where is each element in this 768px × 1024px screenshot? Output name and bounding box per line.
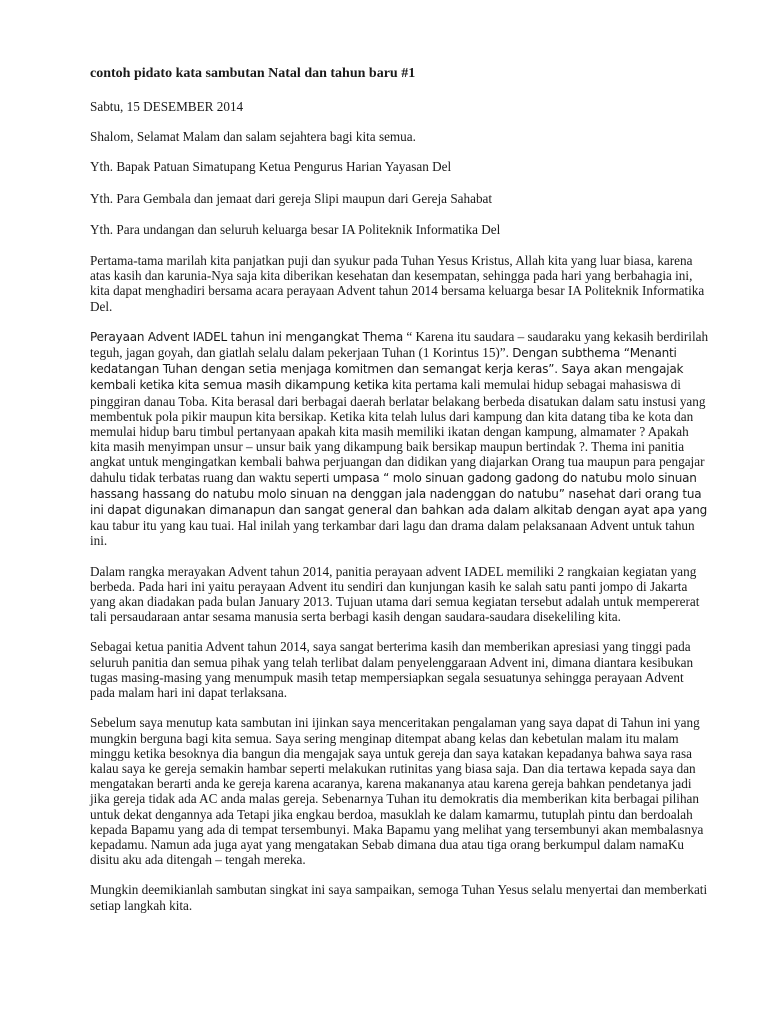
subtheme-text: Dengan subthema “Menanti kedatangan Tuhan dengan setia menjaga komitmen dan semangat kerja keras”. Saya akan mengajak kembali ketika kita semua masih dikampung ketika	[90, 346, 684, 393]
greeting: Shalom, Selamat Malam dan salam sejahtera bagi kita semua.	[90, 129, 416, 145]
paragraph-appreciation: Sebagai ketua panitia Advent tahun 2014, saya sangat berterima kasih dan memberikan apresiasi yang tinggi pada seluruh panitia dan semua pihak yang telah terlibat dalam penyelenggaraan Advent ini, dimana diantara kesibukan tugas masing-masing yang menumpuk masih tetap mempersiapkan segala sesuatunya sehingga perayaan Advent pada malam hari ini dapat terlaksana.	[90, 639, 694, 701]
paragraph-closing: Mungkin deemikianlah sambutan singkat ini saya sampaikan, semoga Tuhan Yesus selalu menyertai dan memberkati setiap langkah kita.	[90, 882, 708, 913]
theme-reflection: kita pertama kali memulai hidup sebagai mahasiswa di pinggiran danau Toba. Kita berasal dari berbagai daerah berlatar belakang berbeda disatukan dalam satu instusi yang membentuk pola pikir maupun kita bersikap. Ketika kita telah lulus dari kampung dan kita datang tiba ke kota dan memulai hidup baru timbul pertanyaan apakah kita masih memiliki ikatan dengan kampung, almamater ? Apakah kita masih menyimpan unsur – unsur baik yang dikampung baik bersikap maupun bertindak ?. Thema ini panitia angkat untuk mengingatkan kembali bahwa perjuangan dan didikan yang diajarkan Orang tua maupun para pengajar dahulu tidak terbatas ruang dan waktu seperti	[90, 377, 706, 485]
addressee-1: Yth. Bapak Patuan Simatupang Ketua Pengurus Harian Yayasan Del	[90, 159, 452, 175]
paragraph-theme	[90, 329, 710, 549]
paragraph-opening: Pertama-tama marilah kita panjatkan puji dan syukur pada Tuhan Yesus Kristus, Allah kita yang luar biasa, karena atas kasih dan karunia-Nya saja kita diberikan kesehatan dan kesempatan, sehingga pada hari yang berbahagia ini, kita dapat menghadiri bersama acara perayaan Advent tahun 2014 bersama keluarga besar IA Politeknik Informatika Del.	[90, 253, 705, 314]
umpasa-text: umpasa “ molo sinuan gadong gadong do natubu molo sinuan hassang hassang do natubu molo sinuan na denggan jala nadenggan do natubu” nasehat dari orang tua ini dapat digunakan dimanapun dan sangat general dan bahkan ada dalam alkitab dengan ayat apa yang	[90, 470, 708, 518]
document-date: Sabtu, 15 DESEMBER 2014	[90, 99, 244, 114]
addressee-2: Yth. Para Gembala dan jemaat dari gereja Slipi maupun dari Gereja Sahabat	[90, 190, 493, 206]
paragraph-story: Sebelum saya menutup kata sambutan ini ijinkan saya menceritakan pengalaman yang saya dapat di Tahun ini yang mungkin berguna bagi kita semua. Saya sering menginap ditempat abang kelas dan kebetulan malam itu malam minggu ketika besoknya dia bangun dia mengajak saya untuk gereja dan saya katakan kepadanya bahwa saya rasa kalau saya ke gereja semakin hambar seperti melakukan rutinitas yang biasa saja. Dan dia tertawa kepada saya dan mengatakan berarti anda ke gereja karena acaranya, karena makananya atau karena gereja bahkan pendetanya jadi jika gereja tidak ada AC anda malas gereja. Sebenarnya Tuhan itu demokratis dia memberikan kita berbagai pilihan untuk dekat dengannya ada Tetapi jika engkau berdoa, masuklah ke dalam kamarmu, tutuplah pintu dan berdoalah kepada Bapamu yang ada di tempat tersembunyi. Maka Bapamu yang melihat yang tersembunyi akan membalasnya kepadamu. Namun ada juga ayat yang mengatakan Sebab dimana dua atau tiga orang berkumpul dalam namaKu disitu aku ada ditengah – tengah mereka.	[90, 715, 704, 868]
theme-closing: kau tabur itu yang kau tuai. Hal inilah yang terkambar dari lagu dan drama dalam pelaksanaan Advent untuk tahun ini.	[90, 518, 695, 549]
paragraph-activities: Dalam rangka merayakan Advent tahun 2014, panitia perayaan advent IADEL memiliki 2 rangkaian kegiatan yang berbeda. Pada hari ini yaitu perayaan Advent itu sendiri dan kunjungan kasih ke salah satu panti jompo di Jakarta yang akan diadakan pada bulan January 2013. Tujuan utama dari semua kegiatan tersebut adalah untuk mempererat tali persaudaraan antar sesama manusia serta berbagi kasih dengan saudara-saudara disekeliling kita.	[90, 563, 700, 625]
theme-intro: Perayaan Advent IADEL tahun ini mengangkat Thema	[90, 329, 404, 344]
document-page	[90, 66, 710, 928]
document-title: contoh pidato kata sambutan Natal dan tahun baru #1	[90, 66, 416, 81]
theme-quote: “ Karena itu saudara – saudaraku yang kekasih berdirilah teguh, jagan goyah, dan giatlah selalu dalam pekerjaan Tuhan (1 Korintus 15)”.	[90, 328, 709, 361]
addressee-3: Yth. Para undangan dan seluruh keluarga besar IA Politeknik Informatika Del	[90, 221, 501, 237]
